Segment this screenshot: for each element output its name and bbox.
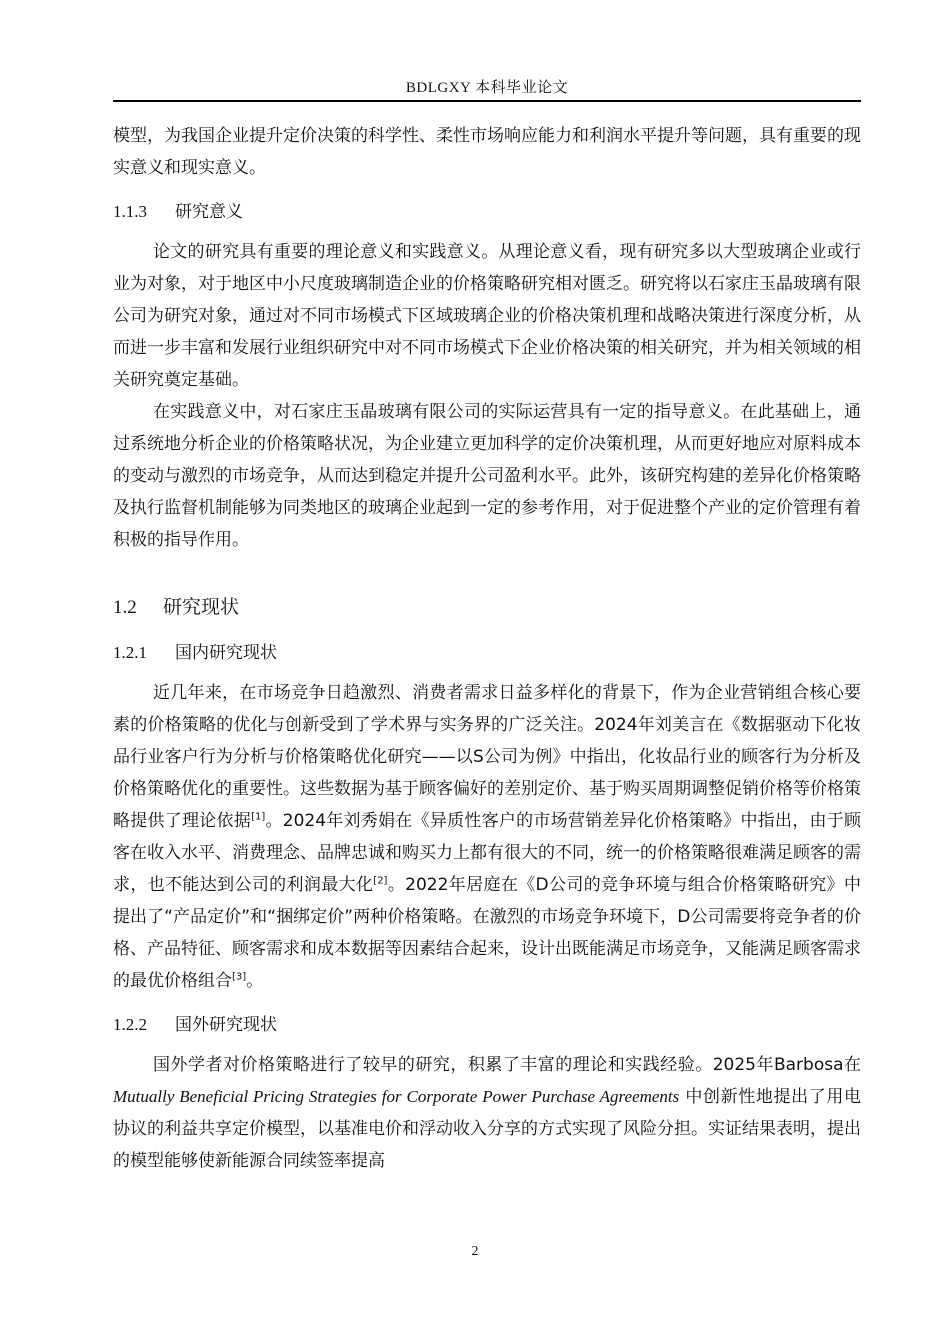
section-title: 国外研究现状	[175, 1015, 277, 1035]
text-segment: 近几年来，在市场竞争日趋激烈、消费者需求日益多样化的背景下，作为企业营销组合核心要素的价格策略的优化与创新受到了学术界与实务界的广泛关注。2024年刘美言在《数据驱动下化妆品行业客户行为分析与价格策略优化研究——以S公司为例》中指出，化妆品行业的顾客行为分析及价格策略优化的重要性。这些数据为基于顾客偏好的差别定价、基于购买周期调整促销价格等价格策略提供了理论依据	[113, 683, 861, 831]
section-title: 研究意义	[175, 202, 243, 222]
citation-2: [2]	[373, 875, 388, 887]
significance-paragraph-2: 在实践意义中，对石家庄玉晶玻璃有限公司的实际运营具有一定的指导意义。在此基础上，通过系统地分析企业的价格策略状况，为企业建立更加科学的定价决策机理，从而更好地应对原料成本的变动与激烈的市场竞争，从而达到稳定并提升公司盈利水平。此外，该研究构建的差异化价格策略及执行监督机制能够为同类地区的玻璃企业起到一定的参考作用，对于促进整个产业的定价管理有着积极的指导作用。	[113, 402, 861, 550]
section-number: 1.2.1	[113, 643, 147, 662]
header-divider	[113, 100, 861, 102]
text-segment: 中创新性地提出了用电协议的利益共享定价模型，以基准电价和浮动收入分享的方式实现了风险分担。实证结果表明，提出的模型能够使新能源合同续签率提高	[113, 1087, 862, 1171]
section-1-2-2-heading	[113, 1009, 861, 1041]
section-1-2-heading	[113, 590, 861, 625]
section-number: 1.2.2	[113, 1015, 147, 1034]
section-title: 国内研究现状	[175, 643, 277, 663]
section-title: 研究现状	[163, 596, 240, 618]
text-segment: 。2022年居庭在《D公司的竞争环境与组合价格策略研究》中提出了“产品定价”和“捆绑定价”两种价格策略。在激烈的市场竞争环境下，D公司需要将竞争者的价格、产品特征、顾客需求和成本数据等因素结合起来，设计出既能满足市场竞争，又能满足顾客需求的最优价格组合	[113, 875, 861, 991]
section-1-2-1-heading	[113, 637, 861, 669]
citation-1: [1]	[251, 811, 266, 823]
text-segment: 。	[246, 971, 264, 991]
page-number: 2	[471, 1244, 479, 1259]
foreign-research-paragraph	[113, 1049, 861, 1177]
text-segment: 。2024年刘秀娟在《异质性客户的市场营销差异化价格策略》中指出，由于顾客在收入水平、消费理念、品牌忠诚和购买力上都有很大的不同，统一的价格策略很难满足顾客的需求，也不能达到公司的利润最大化	[113, 811, 861, 895]
running-header: BDLGXY 本科毕业论文	[405, 80, 569, 96]
citation-3: [3]	[232, 971, 247, 983]
paper-title-italic: Mutually Beneficial Pricing Strategies for Corporate Power Purchase Agreements	[113, 1087, 680, 1106]
text-segment: 国外学者对价格策略进行了较早的研究，积累了丰富的理论和实践经验。2025年Barbosa在	[153, 1055, 861, 1075]
domestic-research-paragraph	[113, 677, 861, 997]
significance-paragraph-1: 论文的研究具有重要的理论意义和实践意义。从理论意义看，现有研究多以大型玻璃企业或行业为对象，对于地区中小尺度玻璃制造企业的价格策略研究相对匮乏。研究将以石家庄玉晶玻璃有限公司为研究对象，通过对不同市场模式下区域玻璃企业的价格决策机理和战略决策进行深度分析，从而进一步丰富和发展行业组织研究中对不同市场模式下企业价格决策的相关研究，并为相关领域的相关研究奠定基础。	[113, 242, 861, 390]
intro-paragraph: 模型，为我国企业提升定价决策的科学性、柔性市场响应能力和利润水平提升等问题，具有重要的现实意义和现实意义。	[113, 126, 861, 178]
section-1-1-3-heading	[113, 196, 861, 228]
page-body	[113, 120, 861, 1177]
section-number: 1.2	[113, 597, 137, 618]
section-number: 1.1.3	[113, 202, 147, 221]
